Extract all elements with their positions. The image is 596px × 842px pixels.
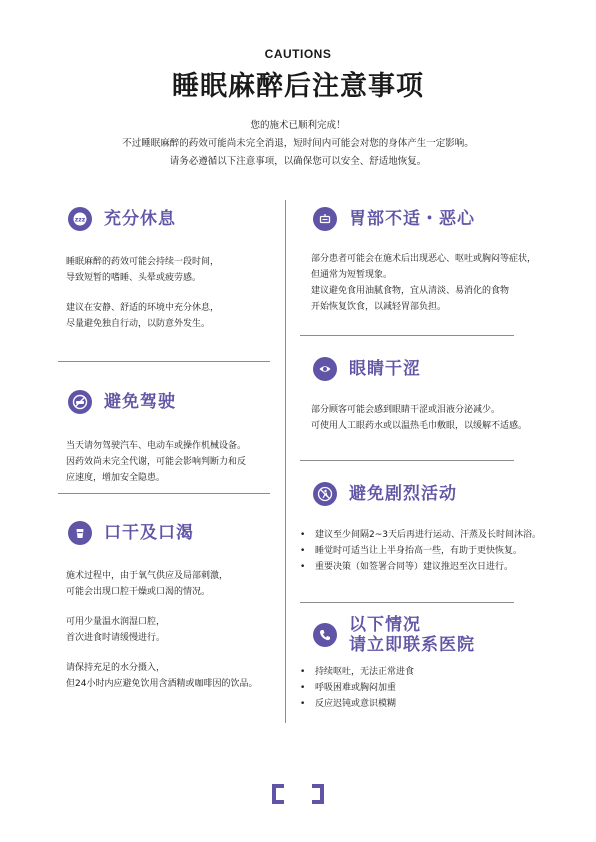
list-item-text: 睡觉时可适当让上半身抬高一些，有助于更快恢复。 [315, 546, 523, 556]
text-line: 建议在安静、舒适的环境中充分休息， [66, 303, 220, 313]
text-line: 导致短暂的嗜睡、头晕或疲劳感。 [66, 273, 202, 283]
divider [300, 460, 514, 461]
list-item: • 持续呕吐，无法正常进食 [300, 664, 414, 680]
section-eyes-body [311, 402, 527, 434]
section-activity-list [300, 527, 541, 575]
divider [300, 335, 514, 336]
text-line: 可用少量温水润湿口腔， [66, 617, 166, 627]
text-line: 当天请勿驾驶汽车、电动车或操作机械设备。 [66, 441, 247, 451]
list-item: • 反应迟钝或意识模糊 [300, 696, 414, 712]
section-title: 避免剧烈活动 [349, 484, 457, 504]
section-eyes-heading [313, 357, 421, 381]
no-car-icon [68, 390, 92, 414]
nausea-icon [313, 207, 337, 231]
list-item-text: 建议至少间隔2~3天后再进行运动、汗蒸及长时间沐浴。 [315, 530, 541, 540]
text-line: 但通常为短暂现象。 [311, 270, 393, 280]
intro-line: 您的施术已顺利完成！ [250, 120, 346, 131]
divider [300, 602, 514, 603]
section-driving-body [66, 438, 246, 486]
section-contact-heading [313, 615, 475, 655]
spacer [66, 286, 219, 300]
section-stomach-heading [313, 207, 475, 231]
title-line: 请立即联系医院 [349, 635, 475, 655]
text-line: 睡眠麻醉的药效可能会持续一段时间， [66, 257, 220, 267]
title-line: 以下情况 [349, 615, 421, 635]
section-title: 充分休息 [104, 209, 176, 229]
logo-left-bracket [272, 784, 284, 804]
intro [0, 117, 596, 171]
text-line: 首次进食时请缓慢进行。 [66, 633, 166, 643]
text-line: 但24小时内应避免饮用含酒精或咖啡因的饮品。 [66, 679, 258, 689]
section-title: 避免驾驶 [104, 392, 176, 412]
divider [58, 361, 270, 362]
section-title: 口干及口渴 [104, 523, 194, 543]
section-activity-heading [313, 482, 457, 506]
section-mouth-heading [68, 521, 194, 545]
text-line: 开始恢复饮食，以减轻胃部负担。 [311, 302, 447, 312]
text-line: 部分顾客可能会感到眼睛干涩或泪液分泌减少。 [311, 405, 501, 415]
spacer [66, 646, 257, 660]
text-line: 应速度，增加安全隐患。 [66, 473, 166, 483]
section-mouth-body [66, 568, 257, 692]
text-line: 施术过程中，由于氧气供应及局部刺激， [66, 571, 229, 581]
cup-icon [68, 521, 92, 545]
section-driving-heading [68, 390, 176, 414]
intro-line: 请务必遵循以下注意事项，以确保您可以安全、舒适地恢复。 [169, 156, 427, 167]
eyebrow: CAUTIONS [264, 47, 332, 61]
phone-icon [313, 623, 337, 647]
list-item: • 重要决策（如签署合同等）建议推迟至次日进行。 [300, 559, 541, 575]
section-title: 胃部不适・恶心 [349, 209, 475, 229]
section-rest-heading [68, 207, 176, 231]
list-item: • 睡觉时可适当让上半身抬高一些，有助于更快恢复。 [300, 543, 541, 559]
intro-line: 不过睡眠麻醉的药效可能尚未完全消退，短时间内可能会对您的身体产生一定影响。 [122, 138, 474, 149]
no-exercise-icon [313, 482, 337, 506]
section-contact-list [300, 664, 414, 712]
list-item: • 建议至少间隔2~3天后再进行运动、汗蒸及长时间沐浴。 [300, 527, 541, 543]
bracket-logo [272, 784, 324, 804]
list-item-text: 反应迟钝或意识模糊 [315, 699, 397, 709]
section-title [349, 615, 475, 655]
logo-right-bracket [312, 784, 324, 804]
sleep-zzz-icon [68, 207, 92, 231]
section-stomach-body [311, 251, 536, 315]
divider [58, 493, 270, 494]
text-line: 建议避免食用油腻食物，宜从清淡、易消化的食物 [311, 286, 510, 296]
text-line: 尽量避免独自行动，以防意外发生。 [66, 319, 211, 329]
text-line: 请保持充足的水分摄入， [66, 663, 166, 673]
section-title: 眼睛干涩 [349, 359, 421, 379]
text-line: 可能会出现口腔干燥或口渴的情况。 [66, 587, 211, 597]
section-rest-body [66, 254, 219, 332]
center-divider [285, 200, 286, 723]
list-item: • 呼吸困难或胸闷加重 [300, 680, 414, 696]
text-line: 因药效尚未完全代谢，可能会影响判断力和反 [66, 457, 247, 467]
spacer [66, 600, 257, 614]
list-item-text: 持续呕吐，无法正常进食 [315, 667, 415, 677]
list-item-text: 呼吸困难或胸闷加重 [315, 683, 397, 693]
page-title: 睡眠麻醉后注意事项 [172, 71, 424, 102]
svg-text:zzz: zzz [74, 216, 86, 224]
dry-eye-icon [313, 357, 337, 381]
list-item-text: 重要决策（如签署合同等）建议推迟至次日进行。 [315, 562, 514, 572]
text-line: 部分患者可能会在施术后出现恶心、呕吐或胸闷等症状， [311, 254, 537, 264]
text-line: 可使用人工眼药水或以温热毛巾敷眼，以缓解不适感。 [311, 421, 528, 431]
